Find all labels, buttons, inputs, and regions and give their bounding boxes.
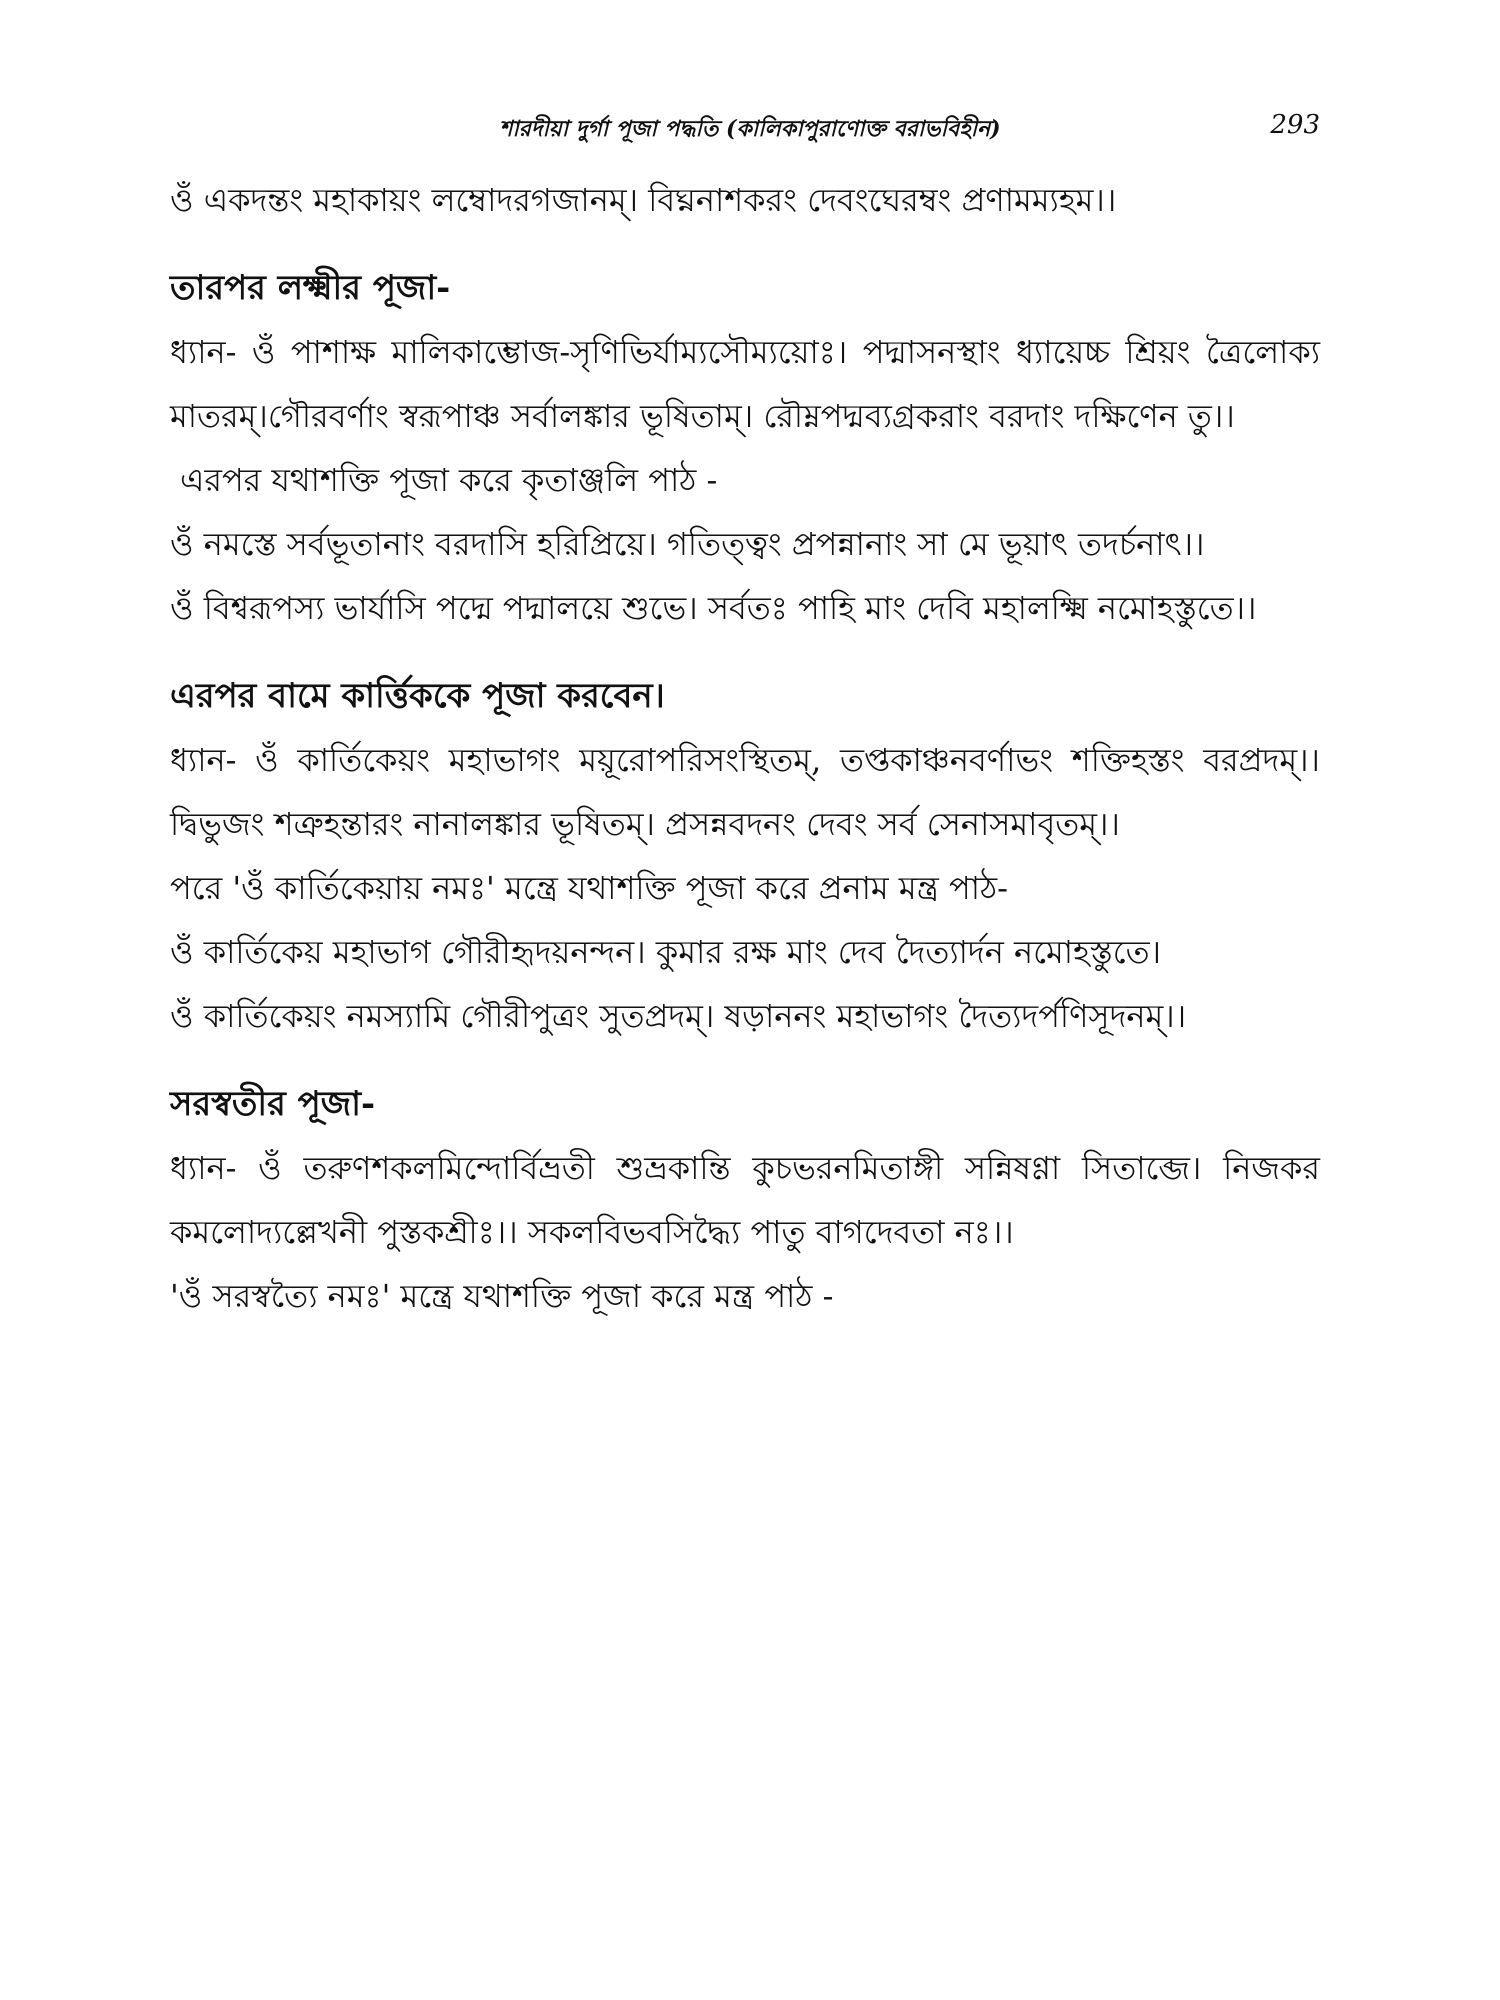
kartik-pranam-1: ওঁ কার্তিকেয় মহাভাগ গৌরীহৃদয়নন্দন। কুমার রক্ষ মাং দেব দৈত্যার্দন নমোহস্তুতে। xyxy=(170,933,1162,971)
kartik-dhyan: ধ্যান- ওঁ কার্তিকেয়ং মহাভাগং ময়ূরোপরিসংস্থিতম্, তপ্তকাঞ্চনবর্ণাভং শক্তিহস্তং বরপ্রদম্।।দ্বিভুজং শত্রুহন্তারং নানালঙ্কার ভূষিতম্। প্রসন্নবদনং দেবং সর্ব সেনাসমাবৃতম্।। xyxy=(170,741,1320,843)
kartik-pranam-2: ওঁ কার্তিকেয়ং নমস্যামি গৌরীপুত্রং সুতপ্রদম্। ষড়াননং মহাভাগং দৈত্যদর্পণিসূদনম্।। xyxy=(170,997,1187,1035)
kartik-instruction: পরে 'ওঁ কার্তিকেয়ায় নমঃ' মন্ত্রে যথাশক্তি পূজা করে প্রনাম মন্ত্র পাঠ- xyxy=(170,869,1008,907)
running-header: শারদীয়া দুর্গা পূজা পদ্ধতি (কালিকাপুরাণোক্ত বরাভবিহীন) xyxy=(499,116,1001,142)
saraswati-instruction: 'ওঁ সরস্বত্যৈ নমঃ' মন্ত্রে যথাশক্তি পূজা করে মন্ত্র পাঠ - xyxy=(170,1277,834,1315)
heading-lakshmi-puja: তারপর লক্ষ্মীর পূজা- xyxy=(170,268,451,308)
ganesh-pranam-mantra: ওঁ একদন্তং মহাকায়ং লম্বোদরগজানম্। বিঘ্ননাশকরং দেবংঘেরম্বং প্রণামম্যহম।। xyxy=(170,181,1117,219)
lakshmi-pranam-2: ওঁ বিশ্বরূপস্য ভার্যাসি পদ্মে পদ্মালয়ে শুভে। সর্বতঃ পাহি মাং দেবি মহালক্ষ্মি নমোহস্তুতে।। xyxy=(170,589,1257,627)
page-body xyxy=(170,168,1320,1328)
heading-saraswati-puja: সরস্বতীর পূজা- xyxy=(170,1084,376,1124)
lakshmi-instruction: এরপর যথাশক্তি পূজা করে কৃতাঞ্জলি পাঠ - xyxy=(180,461,718,499)
lakshmi-pranam-1: ওঁ নমস্তে সর্বভূতানাং বরদাসি হরিপ্রিয়ে। গতিত্ত্বং প্রপন্নানাং সা মে ভূয়াৎ তদর্চনাৎ।। xyxy=(170,525,1205,563)
saraswati-dhyan: ধ্যান- ওঁ তরুণশকলমিন্দোর্বিভ্রতী শুভ্রকান্তি কুচভরনমিতাঙ্গী সন্নিষণ্ণা সিতাব্জে। নিজকর কমলোদ্যল্লেখনী পুস্তকশ্রীঃ।। সকলবিভবসিদ্ধ্যৈ পাতু বাগদেবতা নঃ।। xyxy=(170,1149,1320,1251)
lakshmi-dhyan: ধ্যান- ওঁ পাশাক্ষ মালিকাম্ভোজ-সৃণিভির্যাম্যসৌম্যয়োঃ। পদ্মাসনস্থাং ধ্যায়েচ্চ শ্রিয়ং ত্রৈলোক্য মাতরম্।গৌরবর্ণাং স্বরূপাঞ্চ সর্বালঙ্কার ভূষিতাম্। রৌম্নপদ্মব্যগ্রকরাং বরদাং দক্ষিণেন তু।। xyxy=(170,333,1320,435)
page-number: 293 xyxy=(1270,110,1320,140)
heading-kartik-puja: এরপর বামে কার্ত্তিককে পূজা করবেন। xyxy=(170,676,665,716)
